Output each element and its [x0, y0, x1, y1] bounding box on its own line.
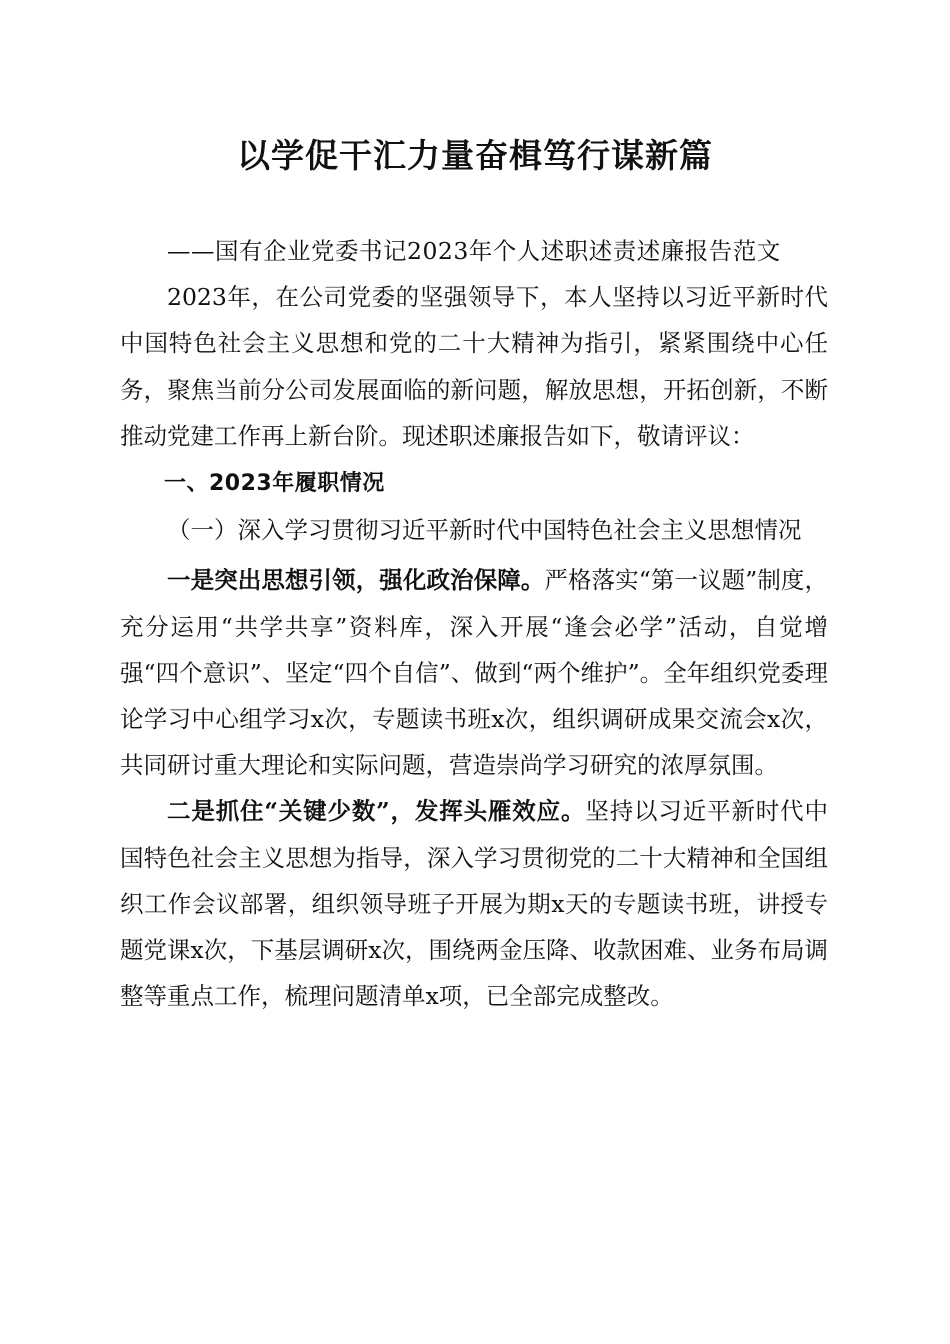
- point-one-body: 严格落实“第一议题”制度，充分运用“共学共享”资料库，深入开展“逢会必学”活动，自觉增强“四个意识”、坚定“四个自信”、做到“两个维护”。全年组织党委理论学习中心组学习x次，专题读书班x次，组织调研成果交流会x次，共同研讨重大理论和实际问题，营造崇尚学习研究的浓厚氛围。: [120, 566, 829, 780]
- document-title: 以学促干汇力量奋楫笃行谋新篇: [237, 136, 713, 175]
- document-body: [120, 228, 828, 1019]
- point-two-paragraph: [120, 788, 828, 1019]
- subsection-heading: （一）深入学习贯彻习近平新时代中国特色社会主义思想情况: [167, 516, 802, 545]
- intro-paragraph: 2023年，在公司党委的坚强领导下，本人坚持以习近平新时代中国特色社会主义思想和党的二十大精神为指引，紧紧围绕中心任务，聚焦当前分公司发展面临的新问题，解放思想，开拓创新，不断推动党建工作再上新台阶。现述职述廉报告如下，敬请评议：: [120, 283, 828, 450]
- point-one-paragraph: [120, 557, 828, 788]
- point-two-lead: 二是抓住“关键少数”，发挥头雁效应。: [167, 797, 586, 826]
- point-two-body: 坚持以习近平新时代中国特色社会主义思想为指导，深入学习贯彻党的二十大精神和全国组织工作会议部署，组织领导班子开展为期x天的专题读书班，讲授专题党课x次，下基层调研x次，围绕两金压降、收款困难、业务布局调整等重点工作，梳理问题清单x项，已全部完成整改。: [120, 797, 829, 1011]
- point-one-lead: 一是突出思想引领，强化政治保障。: [167, 566, 545, 595]
- document-subtitle: ——国有企业党委书记2023年个人述职述责述廉报告范文: [167, 237, 781, 265]
- section-heading: 一、2023年履职情况: [164, 471, 385, 497]
